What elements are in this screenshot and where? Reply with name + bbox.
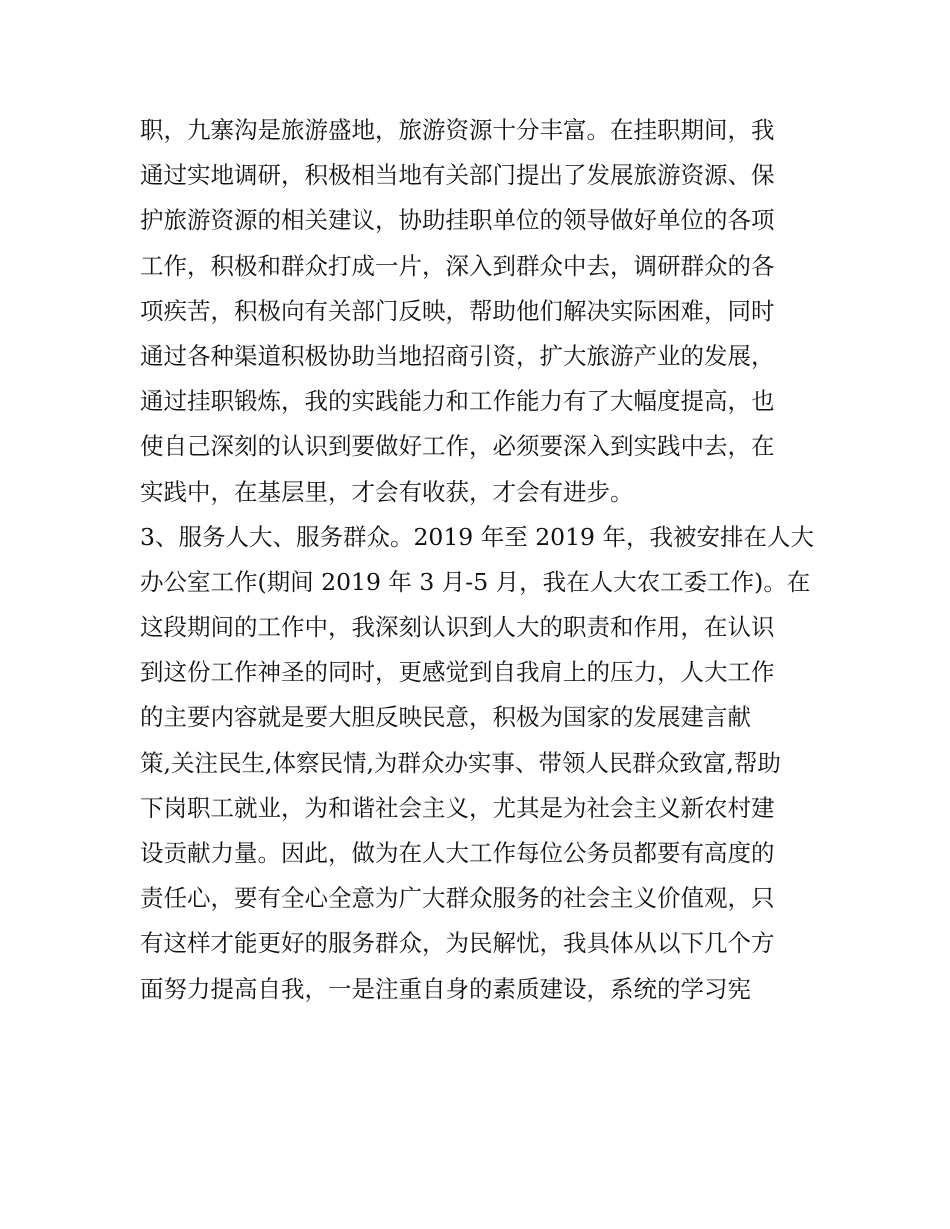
text-line: 职，九寨沟是旅游盛地，旅游资源十分丰富。在挂职期间，我 (140, 116, 775, 144)
text-line: 通过挂职锻炼，我的实践能力和工作能力有了大幅度提高，也 (140, 387, 775, 416)
text-line: 工作，积极和群众打成一片，深入到群众中去，调研群众的各 (140, 251, 775, 280)
text-line: 下岗职工就业，为和谐社会主义，尤其是为社会主义新农村建 (140, 793, 775, 822)
text-line: 设贡献力量。因此，做为在人大工作每位公务员都要有高度的 (140, 839, 775, 867)
text-line: 策,关注民生,体察民情,为群众办实事、带领人民群众致富,帮助 (140, 748, 781, 777)
text-line: 面努力提高自我，一是注重自身的素质建设，系统的学习宪 (140, 974, 751, 1003)
text-line: 护旅游资源的相关建议，协助挂职单位的领导做好单位的各项 (140, 206, 775, 235)
text-line: 这段期间的工作中，我深刻认识到人大的职责和作用，在认识 (140, 613, 775, 642)
text-line: 通过各种渠道积极协助当地招商引资，扩大旅游产业的发展， (140, 341, 775, 370)
text-line: 到这份工作神圣的同时，更感觉到自我肩上的压力，人大工作 (140, 658, 775, 687)
text-line: 办公室工作(期间 2019 年 3 月-5 月，我在人大农工委工作)。在 (140, 567, 811, 596)
text-line: 的主要内容就是要大胆反映民意，积极为国家的发展建言献 (140, 703, 751, 732)
text-line: 使自己深刻的认识到要做好工作，必须要深入到实践中去，在 (140, 432, 775, 461)
text-line: 通过实地调研，积极相当地有关部门提出了发展旅游资源、保 (140, 161, 775, 190)
body-text (140, 108, 820, 1012)
text-line: 实践中，在基层里，才会有收获，才会有进步。 (140, 477, 634, 506)
text-line: 3、服务人大、服务群众。2019 年至 2019 年，我被安排在人大 (140, 522, 814, 551)
text-line: 责任心，要有全心全意为广大群众服务的社会主义价值观，只 (140, 884, 775, 913)
text-line: 有这样才能更好的服务群众，为民解忧，我具体从以下几个方 (140, 929, 775, 958)
text-line: 项疾苦，积极向有关部门反映，帮助他们解决实际困难，同时 (140, 296, 775, 325)
